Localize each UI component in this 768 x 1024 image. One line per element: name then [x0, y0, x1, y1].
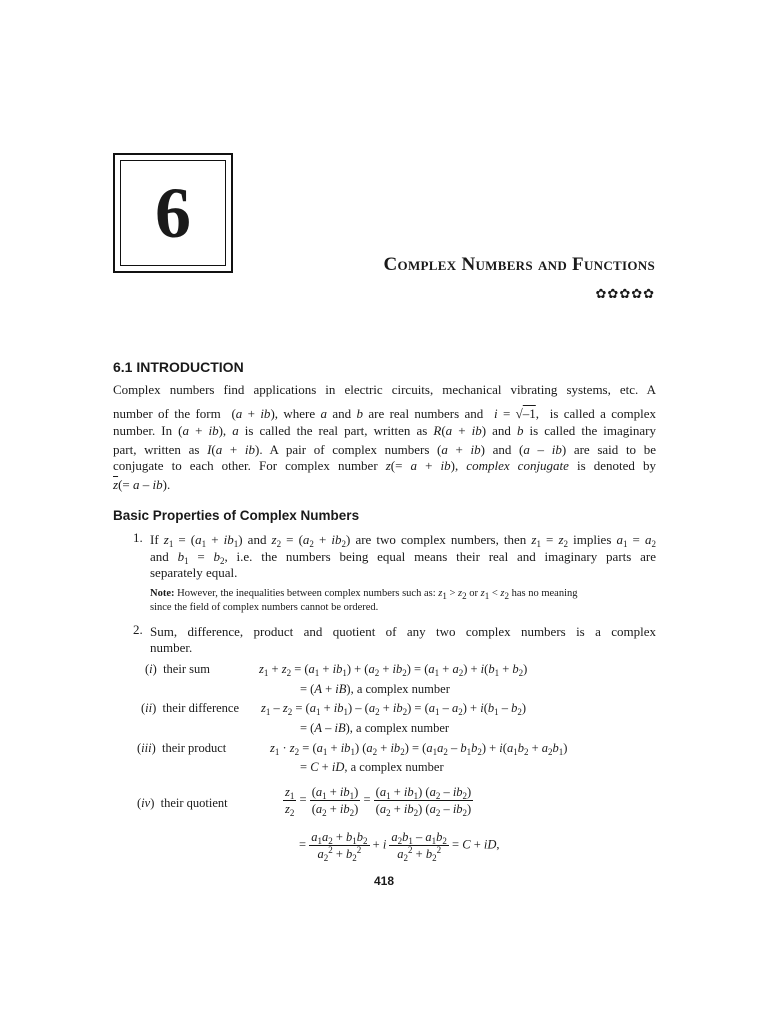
intro-line-6: $\overline{z}(= a - ib)$. — [113, 477, 171, 492]
op-label-text: their quotient — [160, 796, 228, 810]
op-quot-label: (iv) their quotient — [137, 796, 228, 810]
item2-line-1: Sum, difference, product and quotient of any two complex numbers is a complex — [150, 624, 656, 639]
item1-line-2: and $b_1 = b_2$, i.e. the numbers being equal means their real and imaginary parts are — [150, 549, 656, 566]
roman-numeral: iv — [141, 796, 151, 810]
note-label: Note: — [150, 588, 175, 599]
roman-numeral: iii — [141, 741, 152, 755]
subsection-heading: Basic Properties of Complex Numbers — [113, 508, 360, 523]
intro-text: is called a complex — [549, 406, 657, 421]
chapter-ornament-icon: ✿✿✿✿✿ — [595, 286, 655, 301]
op-diff-result: = (A – iB), a complex number — [300, 721, 450, 735]
op-quot-equation: $\frac{z_1}{z_2}$ = $\frac{(a_1 + ib_1)}{(a_2 + ib_2)}$ = $\frac{(a_1 + ib_1) (a_2 - ib_2)}{(a_2 + ib_2) (a_2 - ib_2)}$ — [285, 785, 472, 818]
roman-numeral: ii — [145, 701, 153, 715]
intro-line-3: number. In (a + ib), a is called the real part, written as R(a + ib) and b is called the imaginary — [113, 423, 656, 438]
chapter-number-box — [113, 153, 233, 273]
op-prod-equation: $z_1 \cdot z_2 = (a_1 + ib_1) (a_2 + ib_2) = (a_1a_2 - b_1b_2) + i(a_1b_2 + a_2b_1)$ — [270, 741, 568, 757]
page-number: 418 — [373, 874, 395, 888]
op-diff-equation: $z_1 - z_2 = (a_1 + ib_1) - (a_2 + ib_2) = (a_1 - a_2) + i(b_1 - b_2)$ — [261, 701, 527, 717]
fraction: $\frac{a_1a_2 + b_1b_2}{a_2^2 + b_2^2}$ — [311, 830, 368, 863]
op-sum-equation: $z_1 + z_2 = (a_1 + ib_1) + (a_2 + ib_2) = (a_1 + a_2) + i(b_1 + b_2)$ — [259, 662, 528, 678]
op-sum-result: = (A + iB), a complex number — [300, 682, 450, 696]
fraction: $\frac{z_1}{z_2}$ — [285, 785, 295, 818]
intro-text: and — [332, 406, 352, 421]
op-prod-label: (iii) their product — [137, 741, 227, 755]
section-heading: 6.1 INTRODUCTION — [113, 359, 244, 375]
op-result-text: , a complex number — [349, 721, 450, 735]
note-text: However, the inequalities between complex numbers such as: — [177, 588, 436, 599]
note-text: has no meaning — [511, 588, 578, 599]
intro-line-1: Complex numbers find applications in electric circuits, mechanical vibrating systems, etc. A — [113, 382, 656, 397]
intro-text: number of the form — [113, 406, 221, 421]
chapter-title: Complex Numbers and Functions — [383, 254, 655, 275]
roman-numeral: i — [149, 662, 153, 676]
fraction: $\frac{(a_1 + ib_1) (a_2 - ib_2)}{(a_2 + ib_2) (a_2 - ib_2)}$ — [375, 785, 472, 818]
intro-text: are real numbers and — [368, 406, 484, 421]
op-diff-label: (ii) their difference — [141, 701, 240, 715]
intro-text: is denoted by — [577, 458, 656, 473]
op-label-text: their product — [162, 741, 227, 755]
intro-line-4: part, written as I(a + ib). A pair of complex numbers (a + ib) and (a – ib) are said to be — [113, 442, 656, 457]
fraction: $\frac{a_2b_1 - a_1b_2}{a_2^2 + b_2^2}$ — [391, 830, 447, 863]
fraction: $\frac{(a_1 + ib_1)}{(a_2 + ib_2)}$ — [311, 785, 359, 818]
op-result-text: , a complex number — [350, 682, 450, 696]
op-quot-result: = $\frac{a_1a_2 + b_1b_2}{a_2^2 + b_2^2}$ + i $\frac{a_2b_1 - a_1b_2}{a_2^2 + b_2^2}$ = C + iD, — [299, 830, 500, 863]
list-number-2: 2. — [133, 622, 143, 637]
note-line-1: Note: However, the inequalities between complex numbers such as: $z_1 > z_2$ or $z_1 < z_2$ has no meaning — [150, 588, 578, 601]
item1-line-3: separately equal. — [150, 565, 238, 580]
intro-line-2: number of the form (a + ib), where a and b are real numbers and i = √–1, is called a complex — [113, 406, 657, 421]
note-line-2: since the field of complex numbers cannot be ordered. — [150, 602, 379, 613]
op-label-text: their difference — [162, 701, 240, 715]
list-number-1: 1. — [133, 530, 143, 545]
intro-text: where — [283, 406, 316, 421]
op-result-text: , a complex number — [344, 760, 444, 774]
op-prod-result: = C + iD, a complex number — [300, 760, 444, 774]
item2-line-2: number. — [150, 640, 193, 655]
complex-conjugate-term: complex conjugate — [466, 458, 569, 473]
chapter-number: 6 — [155, 173, 191, 253]
op-sum-label: (i) their sum — [145, 662, 210, 676]
intro-line-5: conjugate to each other. For complex number z(= a + ib), complex conjugate is denoted by — [113, 458, 656, 473]
op-label-text: their sum — [163, 662, 210, 676]
item1-line-1: If $z_1 = (a_1 + ib_1)$ and $z_2 = (a_2 + ib_2)$ are two complex numbers, then $z_1 = z_2$ implies $a_1 = a_2$ — [150, 532, 656, 549]
